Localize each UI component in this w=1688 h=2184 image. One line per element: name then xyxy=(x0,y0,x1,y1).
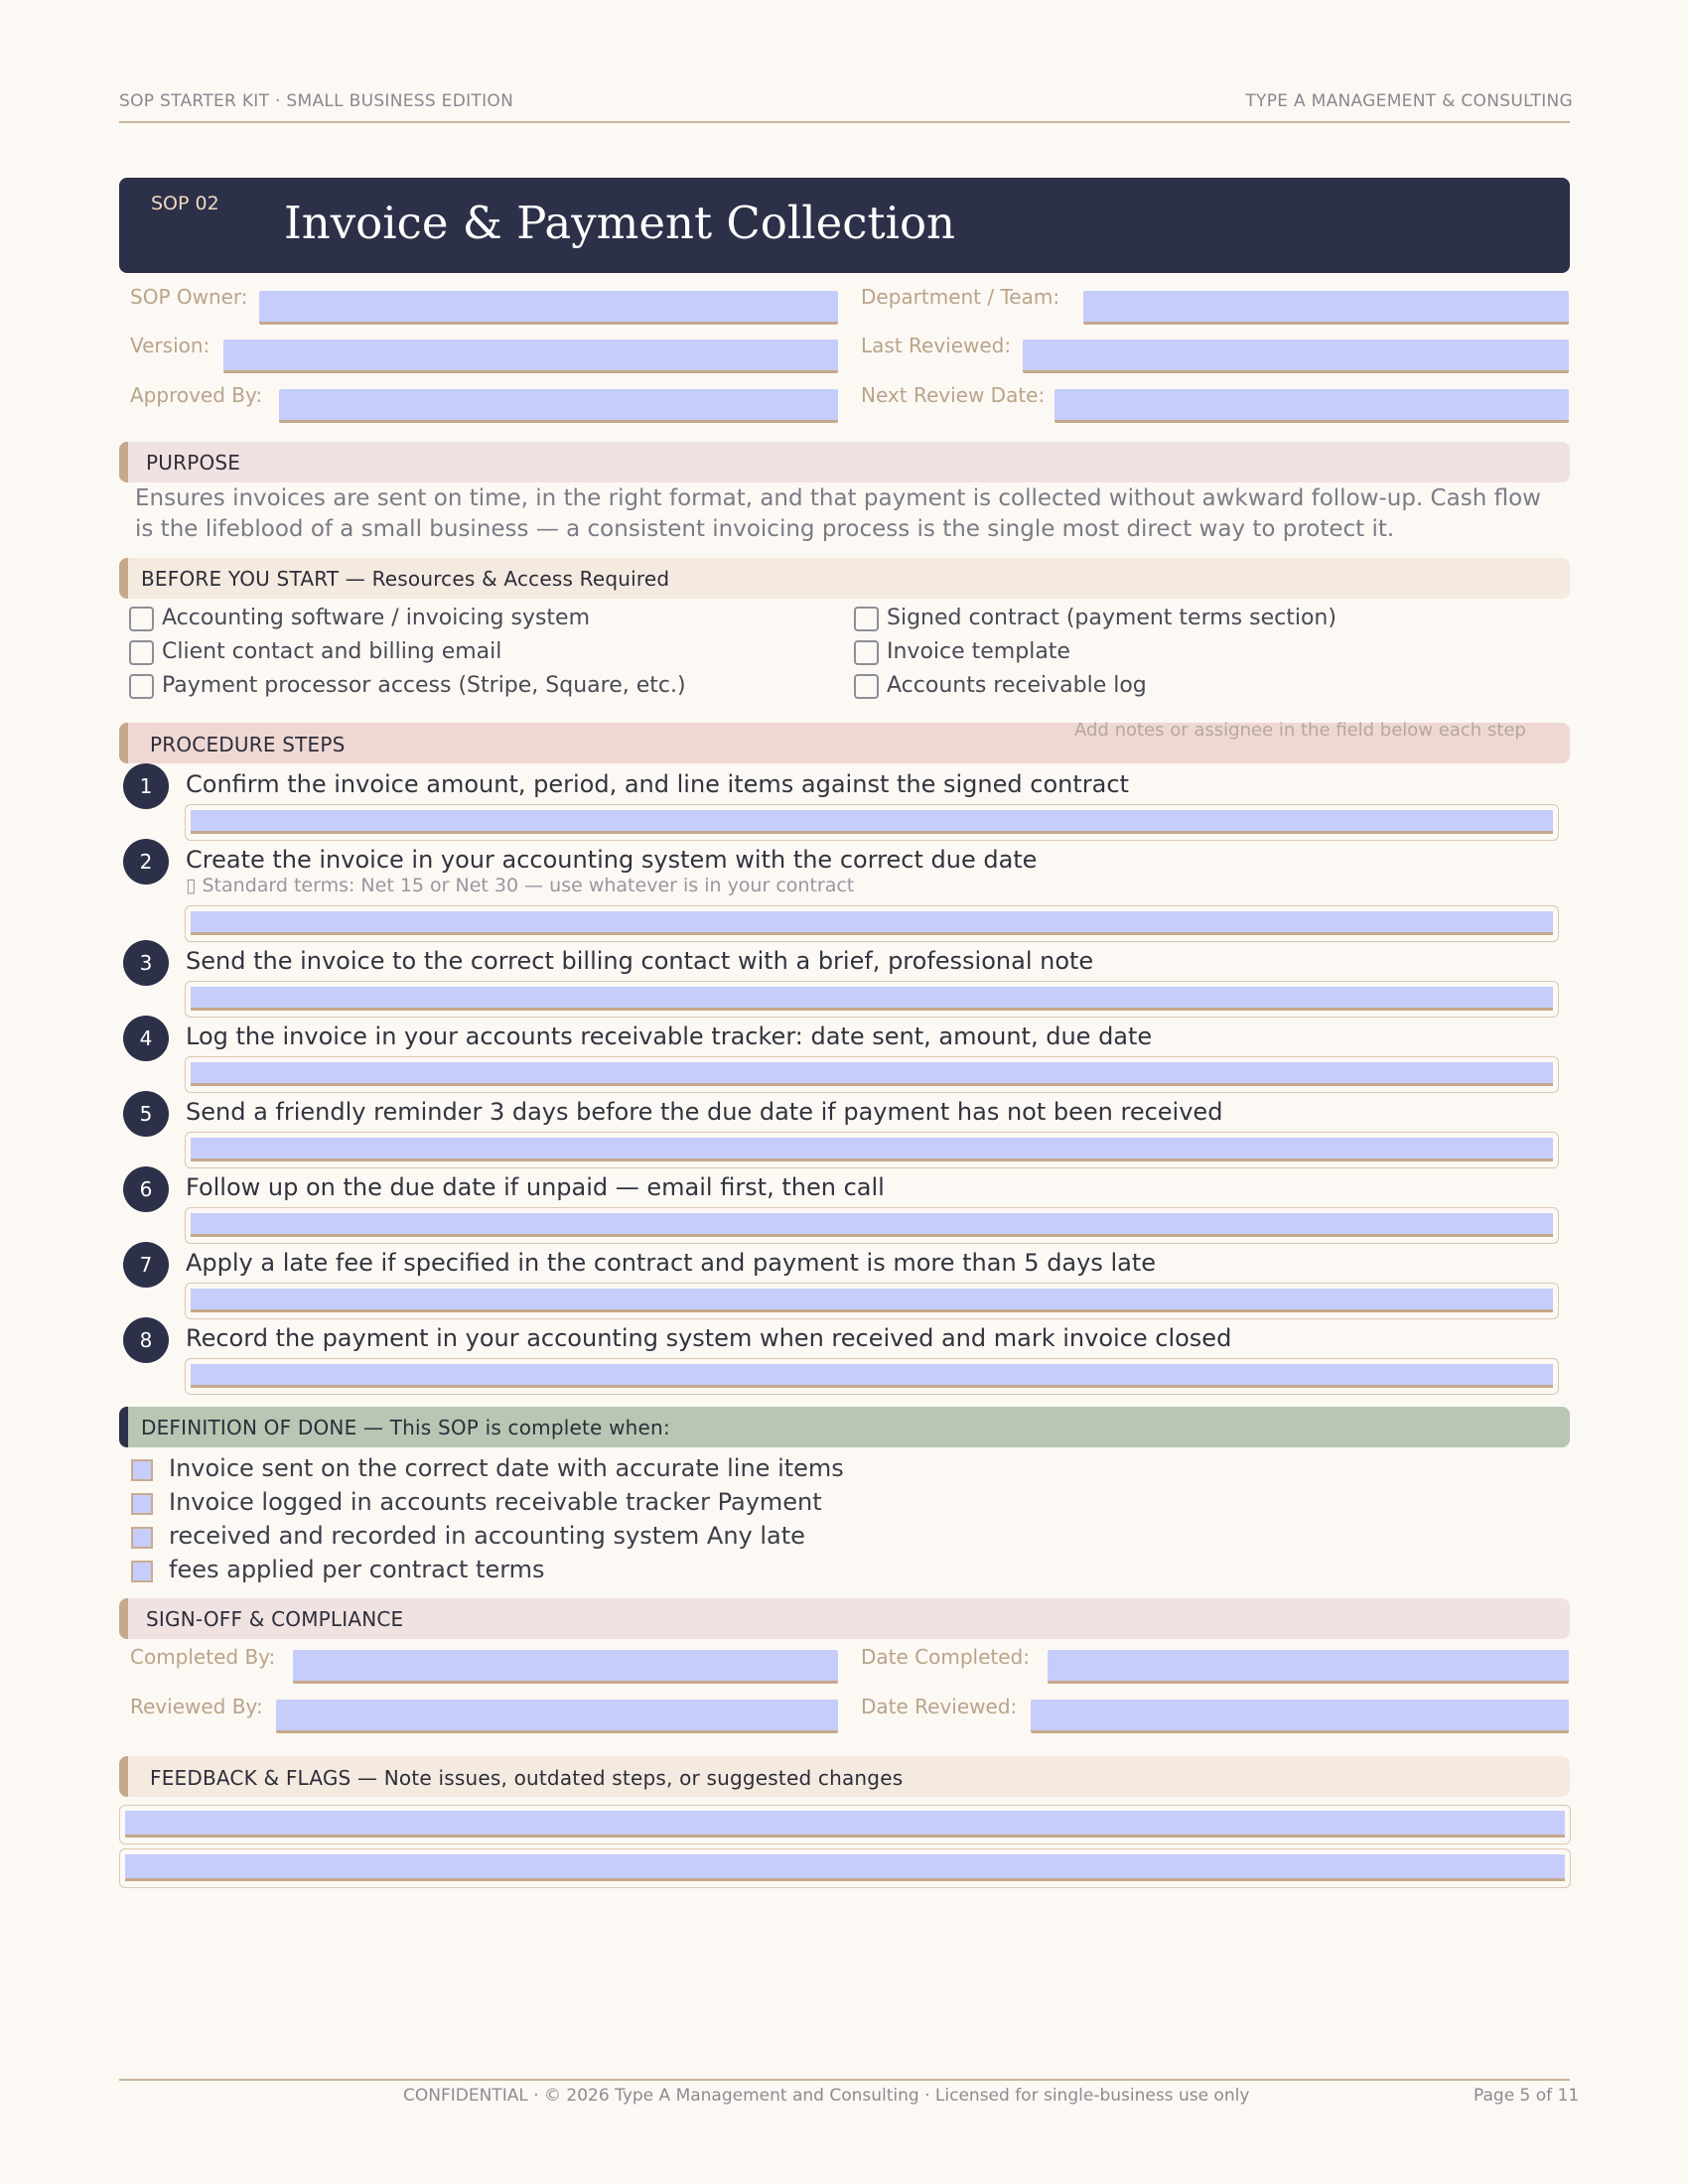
step-number: 1 xyxy=(123,763,169,809)
feedback-field-2[interactable] xyxy=(119,1848,1571,1888)
checkbox[interactable] xyxy=(129,607,154,631)
reviewed-by-label: Reviewed By: xyxy=(130,1695,263,1718)
date-completed-label: Date Completed: xyxy=(861,1645,1030,1669)
step-text: Send the invoice to the correct billing contact with a brief, professional note xyxy=(186,947,1094,975)
done-checkbox[interactable] xyxy=(131,1493,153,1515)
step-number: 4 xyxy=(123,1016,169,1061)
before-start-heading: BEFORE YOU START — Resources & Access Required xyxy=(141,567,670,591)
step-text: Record the payment in your accounting system when received and mark invoice closed xyxy=(186,1324,1232,1352)
step-text: Apply a late fee if specified in the contract and payment is more than 5 days late xyxy=(186,1249,1157,1277)
step-2-notes-field[interactable] xyxy=(185,905,1559,942)
version-label: Version: xyxy=(130,334,211,357)
next-review-field[interactable] xyxy=(1055,389,1569,423)
completed-by-label: Completed By: xyxy=(130,1645,276,1669)
checklist-item-label: Accounting software / invoicing system xyxy=(162,606,591,630)
header-left: SOP STARTER KIT · SMALL BUSINESS EDITION xyxy=(119,91,514,111)
step-text: Log the invoice in your accounts receivable tracker: date sent, amount, due date xyxy=(186,1023,1153,1050)
footer-divider xyxy=(119,2079,1570,2081)
date-reviewed-field[interactable] xyxy=(1031,1700,1569,1733)
department-field[interactable] xyxy=(1083,291,1569,325)
signoff-heading: SIGN-OFF & COMPLIANCE xyxy=(146,1607,404,1631)
done-band xyxy=(119,1407,1570,1447)
done-item: received and recorded in accounting system Any late xyxy=(169,1522,805,1550)
step-number: 5 xyxy=(123,1091,169,1137)
approved-by-field[interactable] xyxy=(279,389,838,423)
signoff-band xyxy=(119,1598,1570,1639)
checkbox[interactable] xyxy=(129,640,154,665)
step-text: Follow up on the due date if unpaid — email first, then call xyxy=(186,1173,885,1201)
signoff-accent xyxy=(119,1598,128,1639)
step-text: Confirm the invoice amount, period, and line items against the signed contract xyxy=(186,770,1129,798)
before-start-band xyxy=(119,558,1570,599)
procedure-accent xyxy=(119,723,128,763)
done-accent xyxy=(119,1407,128,1447)
purpose-text: Ensures invoices are sent on time, in the right format, and that payment is collected without awkward follow-up. Cash flow is the lifeblood of a small business — a consistent invoicing process is the single most direct way to protect it. xyxy=(135,485,1541,542)
sop-owner-label: SOP Owner: xyxy=(130,285,248,309)
checklist-item-label: Signed contract (payment terms section) xyxy=(887,606,1336,630)
step-number: 6 xyxy=(123,1166,169,1212)
step-number: 7 xyxy=(123,1242,169,1288)
checklist-item-label: Payment processor access (Stripe, Square, etc.) xyxy=(162,673,686,698)
step-3-notes-field[interactable] xyxy=(185,981,1559,1018)
feedback-field-1[interactable] xyxy=(119,1805,1571,1844)
page-number: Page 5 of 11 xyxy=(1474,2086,1580,2106)
checklist-item-label: Client contact and billing email xyxy=(162,639,502,664)
procedure-heading: PROCEDURE STEPS xyxy=(150,733,346,756)
approved-by-label: Approved By: xyxy=(130,383,263,407)
done-item: Invoice logged in accounts receivable tracker Payment xyxy=(169,1488,822,1516)
step-4-notes-field[interactable] xyxy=(185,1056,1559,1093)
done-checkbox[interactable] xyxy=(131,1561,153,1582)
step-1-notes-field[interactable] xyxy=(185,804,1559,841)
step-number: 3 xyxy=(123,940,169,986)
done-checkbox[interactable] xyxy=(131,1527,153,1549)
step-number: 2 xyxy=(123,839,169,885)
last-reviewed-label: Last Reviewed: xyxy=(861,334,1012,357)
step-7-notes-field[interactable] xyxy=(185,1283,1559,1319)
completed-by-field[interactable] xyxy=(293,1650,838,1684)
procedure-hint: Add notes or assignee in the field below each step xyxy=(1074,720,1526,741)
date-completed-field[interactable] xyxy=(1048,1650,1569,1684)
version-field[interactable] xyxy=(223,340,838,373)
step-number: 8 xyxy=(123,1317,169,1363)
done-item: fees applied per contract terms xyxy=(169,1556,545,1583)
done-item: Invoice sent on the correct date with accurate line items xyxy=(169,1454,844,1482)
checklist-item-label: Invoice template xyxy=(887,639,1070,664)
before-start-accent xyxy=(119,558,128,599)
step-note: ▯ Standard terms: Net 15 or Net 30 — use whatever is in your contract xyxy=(186,875,855,896)
done-checkbox[interactable] xyxy=(131,1459,153,1481)
date-reviewed-label: Date Reviewed: xyxy=(861,1695,1018,1718)
step-8-notes-field[interactable] xyxy=(185,1358,1559,1395)
purpose-band xyxy=(119,442,1570,482)
step-5-notes-field[interactable] xyxy=(185,1132,1559,1168)
feedback-heading: FEEDBACK & FLAGS — Note issues, outdated steps, or suggested changes xyxy=(150,1766,904,1790)
checkbox[interactable] xyxy=(854,674,879,699)
header-divider xyxy=(119,121,1570,123)
step-text: Send a friendly reminder 3 days before the due date if payment has not been received xyxy=(186,1098,1223,1126)
last-reviewed-field[interactable] xyxy=(1023,340,1569,373)
checkbox[interactable] xyxy=(854,607,879,631)
header-right: TYPE A MANAGEMENT & CONSULTING xyxy=(1245,91,1573,111)
purpose-accent xyxy=(119,442,128,482)
sop-number: SOP 02 xyxy=(151,193,219,214)
footer-text: CONFIDENTIAL · © 2026 Type A Management and Consulting · Licensed for single-business use only xyxy=(403,2086,1250,2106)
purpose-heading: PURPOSE xyxy=(146,451,241,475)
sop-owner-field[interactable] xyxy=(259,291,838,325)
done-heading: DEFINITION OF DONE — This SOP is complete when: xyxy=(141,1416,670,1439)
checklist-item-label: Accounts receivable log xyxy=(887,673,1147,698)
feedback-band xyxy=(119,1756,1570,1797)
reviewed-by-field[interactable] xyxy=(276,1700,838,1733)
checkbox[interactable] xyxy=(129,674,154,699)
page-title: Invoice & Payment Collection xyxy=(284,197,956,249)
department-label: Department / Team: xyxy=(861,285,1060,309)
checkbox[interactable] xyxy=(854,640,879,665)
next-review-label: Next Review Date: xyxy=(861,383,1046,407)
step-6-notes-field[interactable] xyxy=(185,1207,1559,1244)
feedback-accent xyxy=(119,1756,128,1797)
step-text: Create the invoice in your accounting system with the correct due date xyxy=(186,846,1038,874)
